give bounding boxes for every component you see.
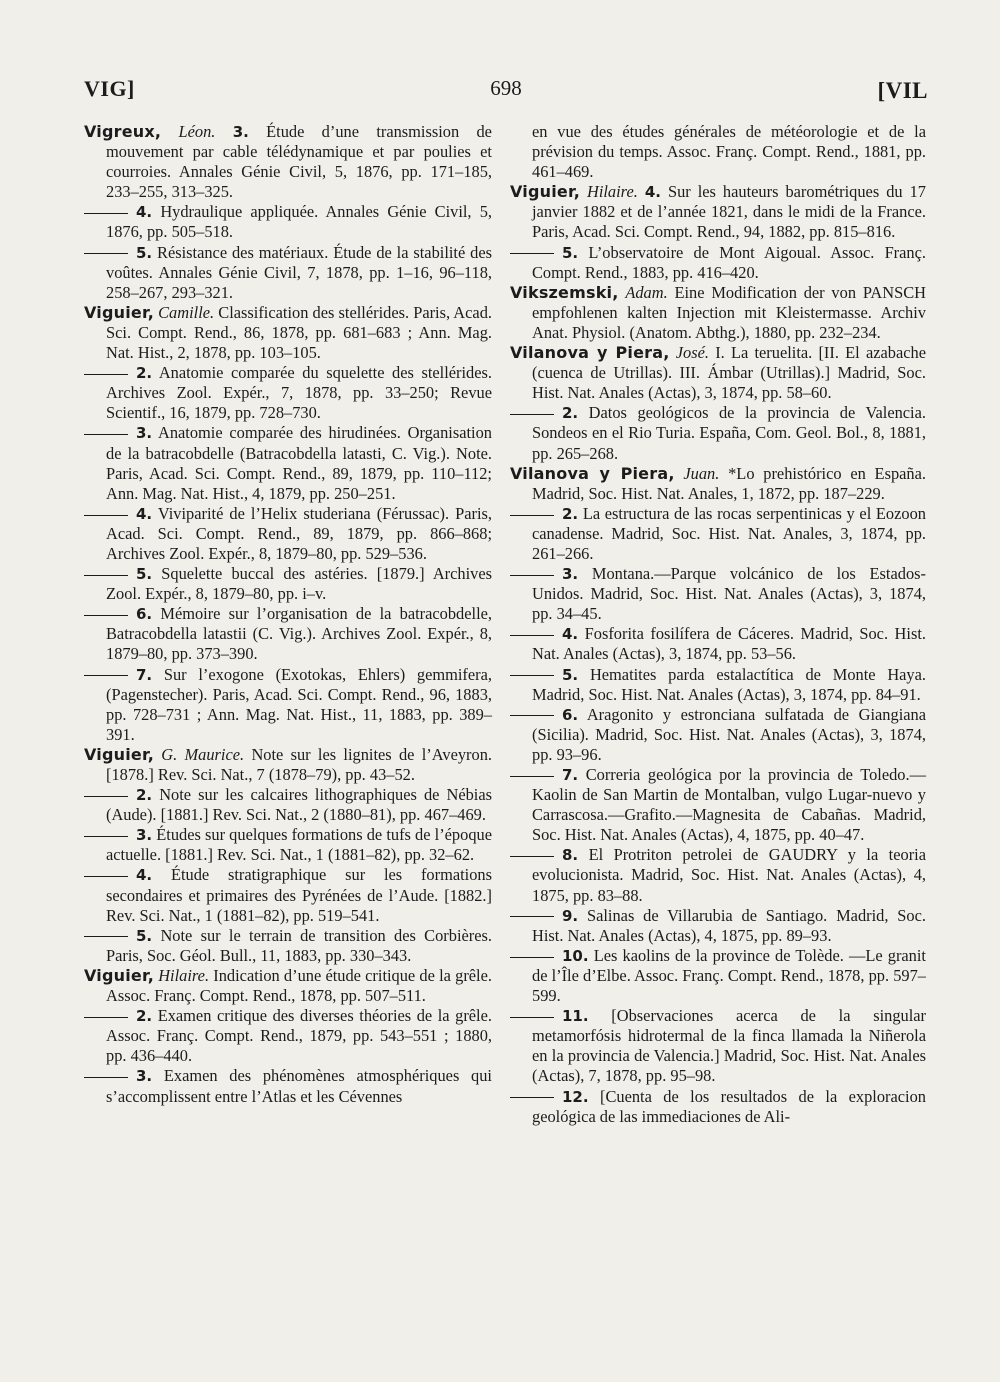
bibliography-entry — [510, 282, 926, 343]
bibliography-entry — [106, 564, 492, 604]
bibliography-entry — [532, 624, 926, 664]
bibliography-entry — [532, 243, 926, 283]
bibliography-entry — [84, 965, 492, 1006]
ditto-dash — [510, 414, 554, 415]
entry-text: El Protriton petrolei de GAUDRY y la teoria evolucionista. Madrid, Soc. Hist. Nat. Anales (Actas), 4, 1875, pp. 83–88. — [532, 845, 926, 905]
page-header — [84, 76, 928, 108]
entry-number: 5. — [562, 665, 579, 684]
bibliography-entry — [106, 423, 492, 503]
entry-text: Anatomie comparée du squelette des stellérides. Archives Zool. Expér., 7, 1878, pp. 33–250; Revue Scientif., 16, 1879, pp. 728–730. — [106, 363, 492, 423]
entry-text: Eine Modification der von PANSCH empfohlenen kalten Injection mit Kleistermasse. Archiv Anat. Physiol. (Anatom. Abthg.), 1880, pp. 232–234. — [532, 282, 926, 342]
right-column — [510, 122, 926, 1127]
entry-text: en vue des études générales de météorologie et de la prévision du temps. Assoc. Franç. Compt. Rend., 1881, pp. 461–469. — [532, 122, 926, 182]
bibliography-entry — [532, 403, 926, 463]
ditto-dash — [84, 253, 128, 254]
bibliography-entry — [84, 744, 492, 785]
entry-text: Correria geológica por la provincia de Toledo.—Kaolin de San Martin de Montalban, vulgo Lugar-nuevo y Carrascosa.—Grafito.—Magnesita de Cabañas. Madrid, Soc. Hist. Nat. Anales (Actas), 4, 1875, pp. 40–47. — [532, 765, 926, 845]
bibliography-entry — [510, 182, 926, 242]
entry-text: Note sur les lignites de l’Aveyron. [1878.] Rev. Sci. Nat., 7 (1878–79), pp. 43–52. — [106, 744, 492, 784]
ditto-dash — [510, 1017, 554, 1018]
entry-text: Sur l’exogone (Exotokas, Ehlers) gemmifera, (Pagenstecher). Paris, Acad. Sci. Compt. Rend., 96, 1883, pp. 728–731 ; Ann. Mag. Nat. Hist., 11, 1883, pp. 389–391. — [106, 664, 492, 744]
author-given-name: Camille. — [158, 302, 215, 322]
bibliography-entry — [106, 604, 492, 664]
ditto-dash — [510, 1097, 554, 1098]
entry-number: 4. — [136, 504, 153, 523]
ditto-dash — [510, 575, 554, 576]
author-name: Vikszemski, — [510, 282, 619, 302]
author-given-name: G. Maurice. — [161, 744, 245, 764]
entry-number: 4. — [644, 183, 661, 202]
ditto-dash — [510, 715, 554, 716]
entry-text: Les kaolins de la province de Tolède. —Le granit de l’Île d’Elbe. Assoc. Franç. Compt. Rend., 1878, pp. 597–599. — [532, 945, 926, 1006]
entry-number: 2. — [136, 364, 153, 383]
author-name: Viguier, — [84, 744, 154, 764]
entry-number: 7. — [136, 665, 153, 684]
author-given-name: Adam. — [625, 282, 668, 302]
bibliography-entry — [84, 302, 492, 363]
entry-text: I. La teruelita. [II. El azabache (cuenca de Utrillas). III. Ámbar (Utrillas).] Madrid, Soc. Hist. Nat. Anales (Actas), 3, 1874, pp. 58–60. — [532, 343, 926, 403]
bibliography-entry — [106, 504, 492, 564]
author-given-name: Hilaire. — [586, 182, 638, 202]
header-left-guide: VIG] — [84, 76, 135, 101]
ditto-dash — [84, 876, 128, 877]
bibliography-entry — [106, 202, 492, 242]
ditto-dash — [510, 776, 554, 777]
entry-text: Sur les hauteurs barométriques du 17 janvier 1882 et de l’année 1821, dans le midi de la France. Paris, Acad. Sci. Compt. Rend., 94, 1882, pp. 815–816. — [532, 182, 926, 242]
entry-text: Salinas de Villarubia de Santiago. Madrid, Soc. Hist. Nat. Anales (Actas), 4, 1875, pp. 89–93. — [532, 905, 926, 945]
left-column — [84, 122, 492, 1107]
entry-number: 12. — [562, 1087, 589, 1106]
bibliography-entry — [106, 665, 492, 745]
ditto-dash — [84, 374, 128, 375]
entry-text: Hydraulique appliquée. Annales Génie Civil, 5, 1876, pp. 505–518. — [106, 202, 492, 242]
author-given-name: Juan. — [683, 463, 720, 483]
bibliography-entry — [532, 1087, 926, 1127]
entry-number: 2. — [562, 504, 579, 523]
author-name: Viguier, — [510, 182, 580, 202]
bibliography-entry — [106, 1006, 492, 1066]
entry-text: Classification des stellérides. Paris, Acad. Sci. Compt. Rend., 86, 1878, pp. 681–683 ; Ann. Mag. Nat. Hist., 2, 1878, pp. 103–105. — [106, 302, 492, 363]
entry-number: 5. — [136, 243, 153, 262]
entry-text: Note sur le terrain de transition des Corbières. Paris, Soc. Géol. Bull., 11, 1883, pp. 330–343. — [106, 925, 492, 965]
ditto-dash — [84, 515, 128, 516]
entry-text: Examen critique des diverses théories de la grêle. Assoc. Franç. Compt. Rend., 1879, pp. 543–551 ; 1880, pp. 436–440. — [106, 1006, 492, 1066]
entry-text: Mémoire sur l’organisation de la batracobdelle, Batracobdella latastii (C. Vig.). Archives Zool. Expér., 8, 1879–80, pp. 373–390. — [106, 604, 493, 664]
ditto-dash — [84, 434, 128, 435]
ditto-dash — [84, 936, 128, 937]
bibliography-entry — [532, 845, 926, 905]
entry-text: Examen des phénomènes atmosphériques qui s’accomplissent entre l’Atlas et les Cévennes — [106, 1066, 492, 1106]
ditto-dash — [510, 916, 554, 917]
bibliography-entry — [532, 946, 926, 1006]
header-right-guide: [VIL — [877, 78, 928, 103]
bibliography-entry — [106, 363, 492, 423]
ditto-dash — [510, 253, 554, 254]
entry-number: 5. — [562, 243, 579, 262]
entry-number: 7. — [562, 766, 579, 784]
entry-number: 5. — [136, 565, 153, 584]
entry-text: Indication d’une étude critique de la grêle. Assoc. Franç. Compt. Rend., 1878, pp. 507–511. — [106, 965, 492, 1006]
bibliography-entry — [510, 463, 926, 504]
bibliography-entry — [84, 122, 492, 202]
entry-text: L’observatoire de Mont Aigoual. Assoc. Franç. Compt. Rend., 1883, pp. 416–420. — [532, 242, 926, 282]
entry-number: 3. — [136, 826, 153, 845]
entry-text: Anatomie comparée des hirudinées. Organisation de la batracobdelle (Batracobdella latasti, C. Vig.). Note. Paris, Acad. Sci. Compt. Rend., 89, 1879, pp. 110–112; Ann. Mag. Nat. Hist., 4, 1879, pp. 250–251. — [106, 423, 492, 503]
entry-text: [Cuenta de los resultados de la exploracion geológica de las immediaciones de Ali- — [532, 1086, 926, 1126]
entry-number: 11. — [562, 1007, 589, 1026]
bibliography-entry — [532, 1006, 926, 1086]
bibliography-entry — [510, 343, 926, 403]
bibliography-entry — [532, 504, 926, 564]
ditto-dash — [84, 675, 128, 676]
entry-number: 10. — [562, 946, 589, 965]
bibliography-entry — [106, 926, 492, 966]
entry-text: Note sur les calcaires lithographiques de Nébias (Aude). [1881.] Rev. Sci. Nat., 2 (1880–81), pp. 467–469. — [106, 785, 492, 825]
entry-text: La estructura de las rocas serpentinicas y el Eozoon canadense. Madrid, Soc. Hist. Nat. Anales, 3, 1874, pp. 261–266. — [532, 503, 926, 563]
entry-number: 3. — [136, 424, 153, 443]
entry-text: Montana.—Parque volcánico de los Estados-Unidos. Madrid, Soc. Hist. Nat. Anales (Actas), 3, 1874, pp. 34–45. — [532, 564, 926, 624]
bibliography-entry — [106, 1066, 492, 1106]
entry-number: 3. — [136, 1067, 153, 1086]
entry-number: 3. — [562, 565, 579, 584]
bibliography-entry — [106, 785, 492, 825]
ditto-dash — [510, 957, 554, 958]
entry-number: 8. — [562, 846, 579, 865]
ditto-dash — [84, 1077, 128, 1078]
ditto-dash — [84, 1017, 128, 1018]
entry-number: 2. — [136, 1007, 153, 1026]
ditto-dash — [510, 856, 554, 857]
entry-number: 5. — [136, 926, 153, 945]
entry-number: 2. — [562, 404, 579, 423]
ditto-dash — [84, 575, 128, 576]
ditto-dash — [510, 635, 554, 636]
entry-number: 9. — [562, 906, 579, 925]
entry-text: Étude stratigraphique sur les formations secondaires et primaires des Pyrénées de l’Aude. [1882.] Rev. Sci. Nat., 1 (1881–82), pp. 519–541. — [106, 865, 492, 925]
entry-text: [Observaciones acerca de la singular metamorfósis hidrotermal de la finca llamada la Niñerola en la provincia de Valencia.] Madrid, Soc. Hist. Nat. Anales (Actas), 7, 1878, pp. 95–98. — [532, 1006, 926, 1086]
ditto-dash — [510, 675, 554, 676]
author-name: Viguier, — [84, 965, 154, 985]
bibliography-entry — [106, 825, 492, 865]
entry-text: Viviparité de l’Helix studeriana (Férussac). Paris, Acad. Sci. Compt. Rend., 89, 1879, pp. 866–868; Archives Zool. Expér., 8, 1879–80, pp. 529–536. — [106, 503, 492, 563]
ditto-dash — [510, 515, 554, 516]
bibliography-entry — [532, 665, 926, 705]
ditto-dash — [84, 615, 128, 616]
bibliography-entry — [532, 705, 926, 765]
entry-text: Résistance des matériaux. Étude de la stabilité des voûtes. Annales Génie Civil, 7, 1878, pp. 1–16, 96–118, 258–267, 293–321. — [106, 242, 492, 302]
bibliography-entry — [532, 906, 926, 946]
entry-text: *Lo prehistórico en España. Madrid, Soc. Hist. Nat. Anales, 1, 1872, pp. 187–229. — [532, 463, 926, 503]
entry-number: 6. — [562, 705, 579, 724]
ditto-dash — [84, 796, 128, 797]
entry-text: Fosforita fosilífera de Cáceres. Madrid, Soc. Hist. Nat. Anales (Actas), 3, 1874, pp. 53–56. — [532, 624, 926, 664]
bibliography-entry — [532, 122, 926, 182]
entry-text: Datos geológicos de la provincia de Valencia. Sondeos en el Rio Turia. España, Com. Geol. Bol., 8, 1881, pp. 265–268. — [532, 403, 926, 463]
author-name: Vigreux, — [84, 122, 162, 141]
entry-text: Études sur quelques formations de tufs de l’époque actuelle. [1881.] Rev. Sci. Nat., 1 (1881–82), pp. 32–62. — [106, 825, 492, 865]
entry-number: 3. — [232, 123, 249, 141]
entry-text: Étude d’une transmission de mouvement par cable télédynamique et par poulies et courroies. Annales Génie Civil, 5, 1876, pp. 171–185, 233–255, 313–325. — [106, 122, 492, 202]
author-name: Vilanova y Piera, — [510, 463, 675, 483]
author-name: Viguier, — [84, 302, 154, 322]
entry-number: 2. — [136, 786, 153, 805]
author-given-name: Léon. — [178, 122, 216, 141]
bibliography-entry — [532, 765, 926, 845]
entry-number: 4. — [136, 866, 153, 885]
page-number: 698 — [490, 76, 522, 100]
entry-number: 4. — [562, 625, 579, 644]
bibliography-entry — [106, 865, 492, 925]
entry-number: 4. — [136, 203, 153, 222]
ditto-dash — [84, 836, 128, 837]
author-name: Vilanova y Piera, — [510, 343, 670, 363]
entry-text: Squelette buccal des astéries. [1879.] Archives Zool. Expér., 8, 1879–80, pp. i–v. — [106, 564, 492, 604]
author-given-name: Hilaire. — [158, 965, 210, 985]
entry-text: Aragonito y estronciana sulfatada de Giangiana (Sicilia). Madrid, Soc. Hist. Nat. Anales (Actas), 3, 1874, pp. 93–96. — [532, 704, 926, 764]
ditto-dash — [84, 213, 128, 214]
entry-number: 6. — [136, 605, 153, 624]
author-given-name: José. — [675, 343, 709, 363]
entry-text: Hematites parda estalactítica de Monte Haya. Madrid, Soc. Hist. Nat. Anales (Actas), 3, 1874, pp. 84–91. — [532, 664, 926, 704]
bibliography-entry — [532, 564, 926, 624]
bibliography-entry — [106, 243, 492, 303]
